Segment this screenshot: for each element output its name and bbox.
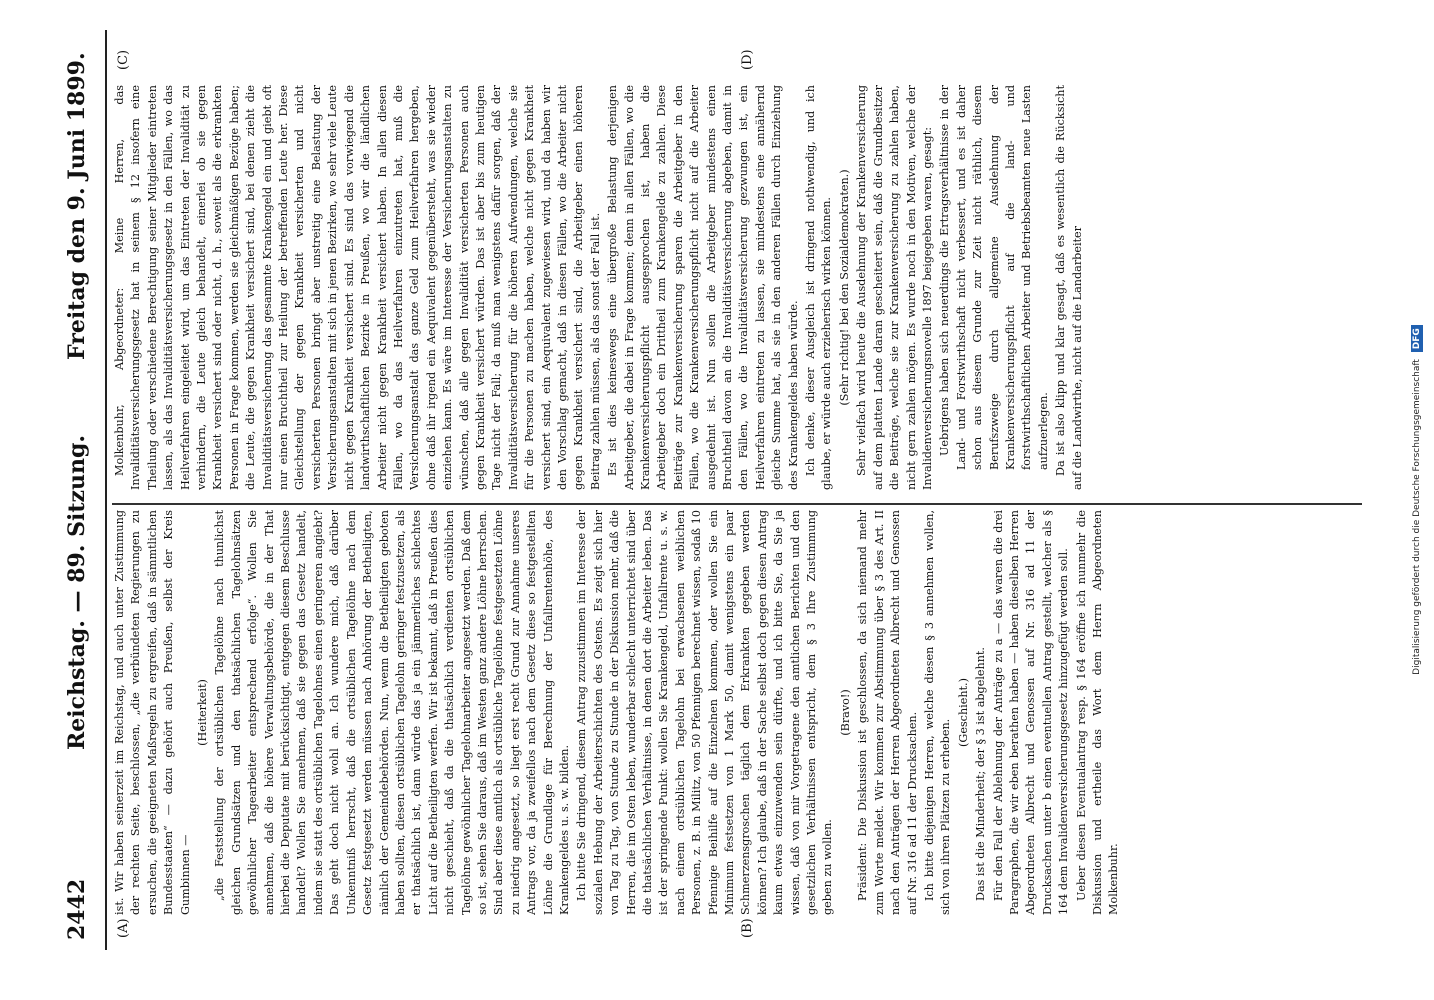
digitization-note bbox=[1400, 0, 1434, 1000]
quotation: Uebrigens haben sich neuerdings die Ertragsverhältnisse in der Land- und Forstwirthschaft nicht verbessert, und es ist daher schon aus diesem Grunde zur Zeit nicht räthlich, diesem Berufszweige durch allgemeine Ausdehnung der Krankenversicherungspflicht auf die land- und forstwirthschaftlichen Arbeiter und Betriebsbeamten neue Lasten aufzuerlegen. bbox=[938, 85, 1050, 470]
margin-mark-c: (C) bbox=[116, 49, 131, 70]
interjection: (Geschieht.) bbox=[956, 678, 970, 747]
header-rule bbox=[105, 30, 107, 950]
margin-mark-d: (D) bbox=[740, 49, 755, 70]
paragraph: Ich bitte Sie dringend, diesem Antrag zuzustimmen im Interesse der sozialen Hebung der Arbeiterschichten des Ostens. Es zeigt sich hier von Tag zu Tag, von Stunde zu Stunde in der Diskussion mehr, daß die Herren, die im Osten leben, wunderbar schlecht unterrichtet sind über die thatsächlichen Verhältnisse, in denen dort die Arbeiter leben. Das ist der springende Punkt: wollen Sie Krankengeld, Unfallrente u. s. w. nach einem ortsüblichen Tagelohn bei erwachsenen weiblichen Personen, z. B. in Militz, von 50 Pfennigen berechnet wissen, sodaß 10 Pfennige Beihilfe auf die Einzelnen kommen, oder wollen Sie ein Minimum festsetzen von 1 Mark 50, damit wenigstens ein paar Schmerzensgroschen täglich dem Erkrankten gegeben werden können? Ich glaube, daß in der Sache selbst doch gegen diesen Antrag kaum etwas einzuwenden sein dürfte, und ich bitte Sie, da Sie ja wissen, daß von mir Vorgetragene den amtlichen Berichten und den gesetzlichen Verhältnissen entspricht, dem § 3 Ihre Zustimmung geben zu wollen. bbox=[575, 510, 835, 915]
column-separator bbox=[112, 503, 1362, 505]
paragraph: Für den Fall der Ablehnung der Anträge zu a — das waren die drei Paragraphen, die wir eben berathen haben — haben dieselben Herren Abgeordneten Albrecht und Genossen auf Nr. 316 ad 11 der Drucksachen unter b einen eventuellen Antrag gestellt, welcher als § 164 dem Invalidenversicherungsgesetz hinzugefügt werden soll. bbox=[991, 510, 1071, 915]
left-text-column bbox=[112, 510, 1362, 915]
paragraph: Ich denke, dieser Ausgleich ist dringend nothwendig, und ich glaube, er würde auch erzieherisch wirken können. bbox=[804, 85, 834, 490]
right-text-column bbox=[112, 85, 1362, 490]
page-header bbox=[60, 0, 100, 1000]
funding-note-text: Digitalisierung gefördert durch die Deutsche Forschungsgemeinschaft bbox=[1412, 359, 1422, 675]
dfg-logo: DFG bbox=[1411, 325, 1423, 352]
interjection: (Heiterkeit) bbox=[196, 679, 210, 746]
interjection: (Sehr richtig! bei den Sozialdemokraten.) bbox=[837, 169, 851, 406]
margin-mark-b: (B) bbox=[740, 918, 755, 938]
margin-mark-a: (A) bbox=[116, 918, 131, 938]
session-date: Freitag den 9. Juni 1899. bbox=[64, 52, 90, 360]
paragraph: Da ist also klipp und klar gesagt, daß es wesentlich die Rücksicht auf die Landwirthe, nicht auf die Landarbeiter bbox=[1054, 85, 1084, 490]
paragraph: Es ist dies keineswegs eine übergroße Belastung derjenigen Arbeitgeber, die dabei in Frage kommen; denn in allen Fällen, wo die Krankenversicherungspflicht ausgesprochen ist, haben die Arbeitgeber doch ein Drittheil zum Krankengelde zu zahlen. Diese Beiträge zur Krankenversicherung sparen die Arbeitgeber in den Fällen, wo die Krankenversicherungspflicht nicht auf die Arbeiter ausgedehnt ist. Nun sollen die Arbeitgeber mindestens einen Bruchtheil davon an die Invaliditätsversicherung abgeben, damit in den Fällen, wo die Invaliditätsversicherung gezwungen ist, ein Heilverfahren eintreten zu lassen, sie mindestens eine annähernd gleiche Summe hat, als sie in den anderen Fällen durch Einziehung des Krankengeldes haben würde. bbox=[606, 85, 800, 490]
paragraph: Molkenbuhr, Abgeordneter: Meine Herren, das Invaliditätsversicherungsgesetz hat in seinem § 12 insofern eine Theilung oder verschiedene Berechtigung seiner Mitglieder eintreten lassen, als das Invaliditätsversicherungsgesetz in den Fällen, wo das Heilverfahren eingeleitet wird, um das Eintreten der Invalidität zu verhindern, die Leute gleich behandelt, einerlei ob sie gegen Krankheit versichert sind oder nicht, d. h., soweit als die erkrankten Personen in Frage kommen, werden sie gleichmäßigen Bezüge haben; die Leute, die gegen Krankheit versichert sind, bei denen zieht die Invaliditätsversicherung das gesammte Krankengeld ein und giebt oft nur einen Bruchtheil zur Heilung der betreffenden Leute her. Diese Gleichstellung der gegen Krankheit versicherten und nicht versicherten Personen bringt aber unstreitig eine Belastung der Versicherungsanstalten mit sich in jenen Bezirken, wo sehr viele Leute nicht gegen Krankheit versichert sind. Es sind das vorwiegend die landwirthschaftlichen Bezirke in Preußen, wo wir die ländlichen Arbeiter nicht gegen Krankheit versichert haben. In allen diesen Fällen, wo da das Heilverfahren einzutreten hat, muß die Versicherungsanstalt das ganze Geld zum Heilverfahren hergeben, ohne daß ihr irgend ein Aequivalent gegenübersteht, was sie wieder einziehen kann. Es wäre im Interesse der Versicherungsanstalten zu wünschen, daß alle gegen Invalidität versicherten Personen auch gegen Krankheit versichert würden. Das ist aber bis zum heutigen Tage nicht der Fall; da muß man wenigstens dafür sorgen, daß der Invaliditätsversicherung für die höheren Aufwendungen, welche sie für die Personen zu machen haben, welche nicht gegen Krankheit versichert sind, ein Aequivalent zugewiesen wird, und da haben wir den Vorschlag gemacht, daß in diesen Fällen, wo die Arbeiter nicht gegen Krankheit versichert sind, die Arbeitgeber einen höheren Beitrag zahlen müssen, als das sonst der Fall ist. bbox=[113, 85, 602, 490]
paragraph: „die Feststellung der ortsüblichen Tagelöhne nach thunlichst gleichen Grundsätzen und den thatsächlichen Tagelohnsätzen gewöhnlicher Tagearbeiter entsprechend erfolge“. Wollen Sie annehmen, daß die höhere Verwaltungsbehörde, die in der That hierbei die Deputate mit berücksichtigt, entgegen diesem Beschlusse handelt? Wollen Sie annehmen, daß sie gegen das Gesetz handelt, indem sie statt des ortsüblichen Tagelohnes einen geringeren angiebt? Das geht doch nicht wohl an. Ich wundere mich, daß darüber Unkenntniß herrscht, daß die ortsüblichen Tagelöhne nach dem Gesetz festgesetzt werden müssen nach Anhörung der Betheiligten, nämlich der Gemeindebehörden. Nun, wenn die Betheiligten geboten haben sollten, diesen ortsüblichen Tagelohn geringer festzusetzen, als er thatsächlich ist, dann würde das ja ein jämmerliches schlechtes Licht auf die Betheiligten werfen. Wir ist bekannt, daß in Preußen dies nicht geschieht, daß da die thatsächlich verdienten ortsüblichen Tagelöhne gewöhnlicher Tagelohnarbeiter angesetzt werden. Daß dem so ist, sehen Sie daraus, daß im Westen ganz andere Löhne herrschen. Sind aber diese amtlich als ortsübliche Tagelöhne festgesetzten Löhne zu niedrig angesetzt, so liegt erst recht Grund zur Annahme unseres Antrags vor, da ja zweifellos nach dem Gesetz diese so festgestellten Löhne die Grundlage für Berechnung der Unfallrentenhöhe, des Krankengeldes u. s. w. bilden. bbox=[213, 510, 571, 915]
interjection: (Bravo!) bbox=[838, 689, 852, 736]
session-title: Reichstag. — 89. Sitzung. bbox=[64, 434, 90, 750]
paragraph: ist. Wir haben seinerzeit im Reichstag, und auch unter Zustimmung der rechten Seite, beschlossen, „die verbündeten Regierungen zu ersuchen, die geeigneten Maßregeln zu ergreifen, daß in sämmtlichen Bundesstaaten“ — dazu gehört auch Preußen, selbst der Kreis Gumbinnen — bbox=[113, 510, 192, 915]
paragraph: Präsident: Die Diskussion ist geschlossen, da sich niemand mehr zum Worte meldet. Wir kommen zur Abstimmung über § 3 des Art. II nach den Anträgen der Herren Abgeordneten Albrecht und Genossen auf Nr. 316 ad 11 der Drucksachen. bbox=[856, 510, 919, 915]
paragraph: Ich bitte diejenigen Herren, welche diesen § 3 annehmen wollen, sich von ihren Plätzen zu erheben. bbox=[922, 510, 953, 915]
paragraph: Das ist die Minderheit; der § 3 ist abgelehnt. bbox=[974, 647, 988, 901]
page-number: 2442 bbox=[64, 878, 90, 940]
paragraph: Ueber diesen Eventualantrag resp. § 164 eröffne ich nunmehr die Diskussion und ertheile das Wort dem Herrn Abgeordneten Molkenbuhr. bbox=[1074, 510, 1121, 915]
paragraph: Sehr vielfach wird heute die Ausdehnung der Krankenversicherung auf dem platten Lande daran gescheitert sein, daß die Grundbesitzer die Beiträge, welche sie zur Krankenversicherung zu zahlen haben, nicht gern zahlen mögen. Es wurde noch in den Motiven, welche der Invalidenversicherungsnovelle 1897 beigegeben waren, gesagt: bbox=[855, 85, 934, 490]
